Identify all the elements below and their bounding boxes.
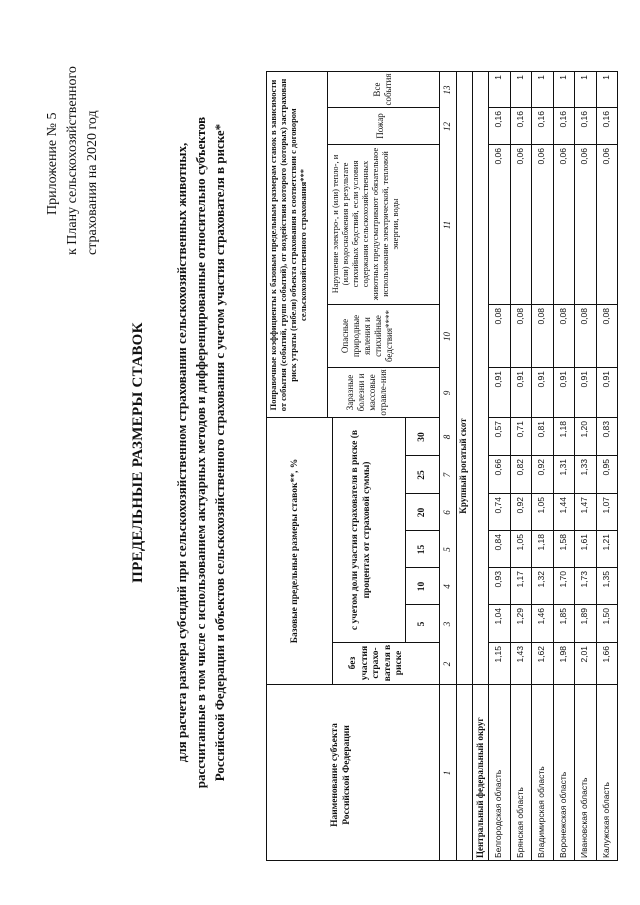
- row-region-name: Калужская область: [600, 782, 611, 858]
- participation-30: 30: [417, 432, 427, 442]
- header-power: Нарушение электро-, и (или) тепло-, и (или) водоснабжения в результате стихийных бедствий, если условия содержания сельскохозяйственных животных предусматривают обязательное использование электрической, тепловой энергии, воды: [330, 147, 400, 301]
- table-cell: 1,70: [557, 571, 568, 588]
- table-cell: 1,73: [579, 571, 589, 588]
- table-cell: 0,16: [536, 111, 546, 128]
- colnum-4: 4: [442, 584, 452, 589]
- colnum-1: 1: [442, 770, 452, 776]
- row-divider: [574, 71, 575, 861]
- table-cell: 0,74: [493, 497, 503, 514]
- header-all: Все события: [372, 73, 393, 106]
- table-cell: 0,06: [514, 148, 525, 165]
- table-cell: 1,18: [557, 421, 568, 438]
- table-cell: 1: [514, 75, 525, 80]
- row-region-name: Владимирская область: [536, 766, 546, 858]
- header-region: Наименование субъекта Российской Федерации: [330, 723, 352, 827]
- table-cell: 1,18: [536, 534, 546, 551]
- table-cell: 1: [536, 75, 546, 80]
- table-cell: 0,08: [579, 308, 589, 325]
- table-cell: 0,06: [536, 148, 546, 165]
- row-divider: [510, 71, 511, 861]
- row-divider: [596, 71, 597, 861]
- table-cell: 1,29: [514, 608, 525, 625]
- table-cell: 0,91: [600, 371, 611, 388]
- table-cell: 1,47: [579, 497, 589, 514]
- participation-20: 20: [417, 507, 427, 518]
- column-divider: [488, 417, 617, 418]
- column-divider: [488, 642, 617, 643]
- table-cell: 1,62: [536, 646, 546, 663]
- table-cell: 0,83: [600, 421, 611, 438]
- table-cell: 1,35: [600, 571, 611, 588]
- subtitle-line-3: Российской Федерации и объектов сельскохозяйственного страхования с учетом участия страхователя в риске*: [212, 123, 227, 782]
- table-cell: 0,91: [493, 371, 503, 388]
- table-cell: 0,08: [493, 308, 503, 325]
- page-title: ПРЕДЕЛЬНЫЕ РАЗМЕРЫ СТАВОК: [130, 322, 146, 583]
- table-cell: 1,98: [557, 646, 568, 663]
- header-natural: Опасные природные явления и стихийные бедствия****: [340, 309, 394, 363]
- colnum-7: 7: [442, 472, 452, 478]
- colnum-11: 11: [442, 220, 452, 230]
- column-divider: [488, 684, 617, 685]
- table-cell: 0,91: [557, 371, 568, 388]
- table-cell: 1,17: [514, 571, 525, 588]
- table-cell: 0,82: [514, 459, 525, 476]
- row-region-name: Воронежская область: [557, 771, 568, 858]
- colnum-5: 5: [442, 547, 452, 552]
- table-cell: 1,32: [536, 571, 546, 588]
- table-cell: 1,58: [557, 534, 568, 551]
- participation-5: 5: [417, 621, 427, 627]
- table-cell: 1,50: [600, 608, 611, 625]
- participation-25: 25: [417, 470, 427, 480]
- table-cell: 1,31: [557, 459, 568, 476]
- table-cell: 0,16: [493, 111, 503, 128]
- table-cell: 0,95: [600, 459, 611, 476]
- table-cell: 0,57: [493, 421, 503, 438]
- table-cell: 0,91: [579, 371, 589, 388]
- table-cell: 0,84: [493, 534, 503, 551]
- table-cell: 1,20: [579, 421, 589, 438]
- table-cell: 0,16: [514, 111, 525, 128]
- table-cell: 1,44: [557, 497, 568, 514]
- table-cell: 0,16: [579, 111, 589, 128]
- table-cell: 0,08: [536, 308, 546, 325]
- table-cell: 1,05: [536, 497, 546, 514]
- column-divider: [488, 367, 617, 368]
- table-cell: 2,01: [579, 646, 589, 663]
- table-cell: 1,21: [600, 534, 611, 551]
- table-cell: 0,81: [536, 421, 546, 438]
- appendix-line-3: страхования на 2020 год: [85, 110, 100, 255]
- table-cell: 1,04: [493, 608, 503, 625]
- table-cell: 0,16: [600, 111, 611, 128]
- colnum-8: 8: [442, 434, 452, 440]
- colnum-9: 9: [442, 390, 452, 396]
- row-divider: [553, 71, 554, 861]
- column-divider: [488, 107, 617, 108]
- column-divider: [488, 567, 617, 568]
- appendix-line-1: Приложение № 5: [45, 112, 60, 215]
- table-cell: 1,89: [579, 608, 589, 625]
- header-coefficients: Поправочные коэффициенты к базовым предельным размерам ставок в зависимости от события (событий, групп событий), от воздействия которого (которых) застрахован риск утраты (гибели) объекта страхования в соответствии с договором сельскохозяйственного страхования***: [268, 78, 308, 412]
- table-cell: 1,46: [536, 608, 546, 625]
- column-divider: [488, 455, 617, 456]
- table-cell: 1,61: [579, 534, 589, 551]
- column-divider: [488, 493, 617, 494]
- table-cell: 0,71: [514, 421, 525, 438]
- table-cell: 1,15: [493, 646, 503, 663]
- column-divider: [488, 144, 617, 145]
- row-divider: [617, 71, 618, 861]
- table-cell: 0,08: [557, 308, 568, 325]
- table-cell: 1: [600, 75, 611, 80]
- table-cell: 1,43: [514, 646, 525, 663]
- table-cell: 0,92: [536, 459, 546, 476]
- table-cell: 1,05: [514, 534, 525, 551]
- table-cell: 0,92: [514, 497, 525, 514]
- row-region-name: Белгородская область: [493, 769, 503, 858]
- column-divider: [488, 604, 617, 605]
- table-cell: 0,66: [493, 459, 503, 476]
- header-no-participation: без участия страхо-вателя в риске: [348, 644, 404, 682]
- district-name: Центральный федеральный округ: [475, 717, 485, 858]
- table-cell: 1,66: [600, 646, 611, 663]
- participation-10: 10: [417, 581, 427, 592]
- header-diseases: Заразные болезни и массовые отравле-ния: [345, 369, 388, 416]
- appendix-line-2: к Плану сельскохозяйственного: [65, 66, 80, 255]
- table-cell: 0,93: [493, 571, 503, 588]
- header-fire: Пожар: [375, 113, 385, 139]
- table-cell: 0,91: [514, 371, 525, 388]
- header-with-participation: с учетом доли участия страхователя в риске (в процентах от страховой суммы): [350, 429, 372, 631]
- table-cell: 0,06: [493, 148, 503, 165]
- row-region-name: Ивановская область: [579, 777, 589, 858]
- table-cell: 0,06: [600, 148, 611, 165]
- header-base-rates: Базовые предельные размеры ставок**, %: [290, 458, 300, 644]
- table-cell: 0,06: [579, 148, 589, 165]
- table-cell: 1: [493, 75, 503, 80]
- colnum-2: 2: [442, 661, 452, 667]
- table-cell: 1: [579, 75, 589, 80]
- column-divider: [488, 304, 617, 305]
- participation-15: 15: [417, 544, 427, 555]
- colnum-6: 6: [442, 510, 452, 515]
- colnum-10: 10: [442, 332, 452, 341]
- table-cell: 0,16: [557, 111, 568, 128]
- table-cell: 0,08: [600, 308, 611, 325]
- row-divider: [531, 71, 532, 861]
- table-cell: 1: [557, 75, 568, 80]
- table-cell: 1,07: [600, 497, 611, 514]
- subtitle-line-2: рассчитанные в том числе с использованием актуарных методов и дифференцированные относительно субъектов: [193, 116, 208, 789]
- table-cell: 0,08: [514, 308, 525, 325]
- colnum-12: 12: [442, 122, 452, 131]
- colnum-3: 3: [442, 621, 452, 627]
- row-region-name: Брянская область: [514, 787, 525, 858]
- table-cell: 1,33: [579, 459, 589, 476]
- table-cell: 1,85: [557, 608, 568, 625]
- table-cell: 0,91: [536, 371, 546, 388]
- column-divider: [488, 530, 617, 531]
- colnum-13: 13: [442, 85, 452, 95]
- section-title: Крупный рогатый скот: [458, 418, 468, 514]
- table-cell: 0,06: [557, 148, 568, 165]
- subtitle-line-1: для расчета размера субсидий при сельскохозяйственном страховании сельскохозяйственных животных,: [174, 142, 189, 763]
